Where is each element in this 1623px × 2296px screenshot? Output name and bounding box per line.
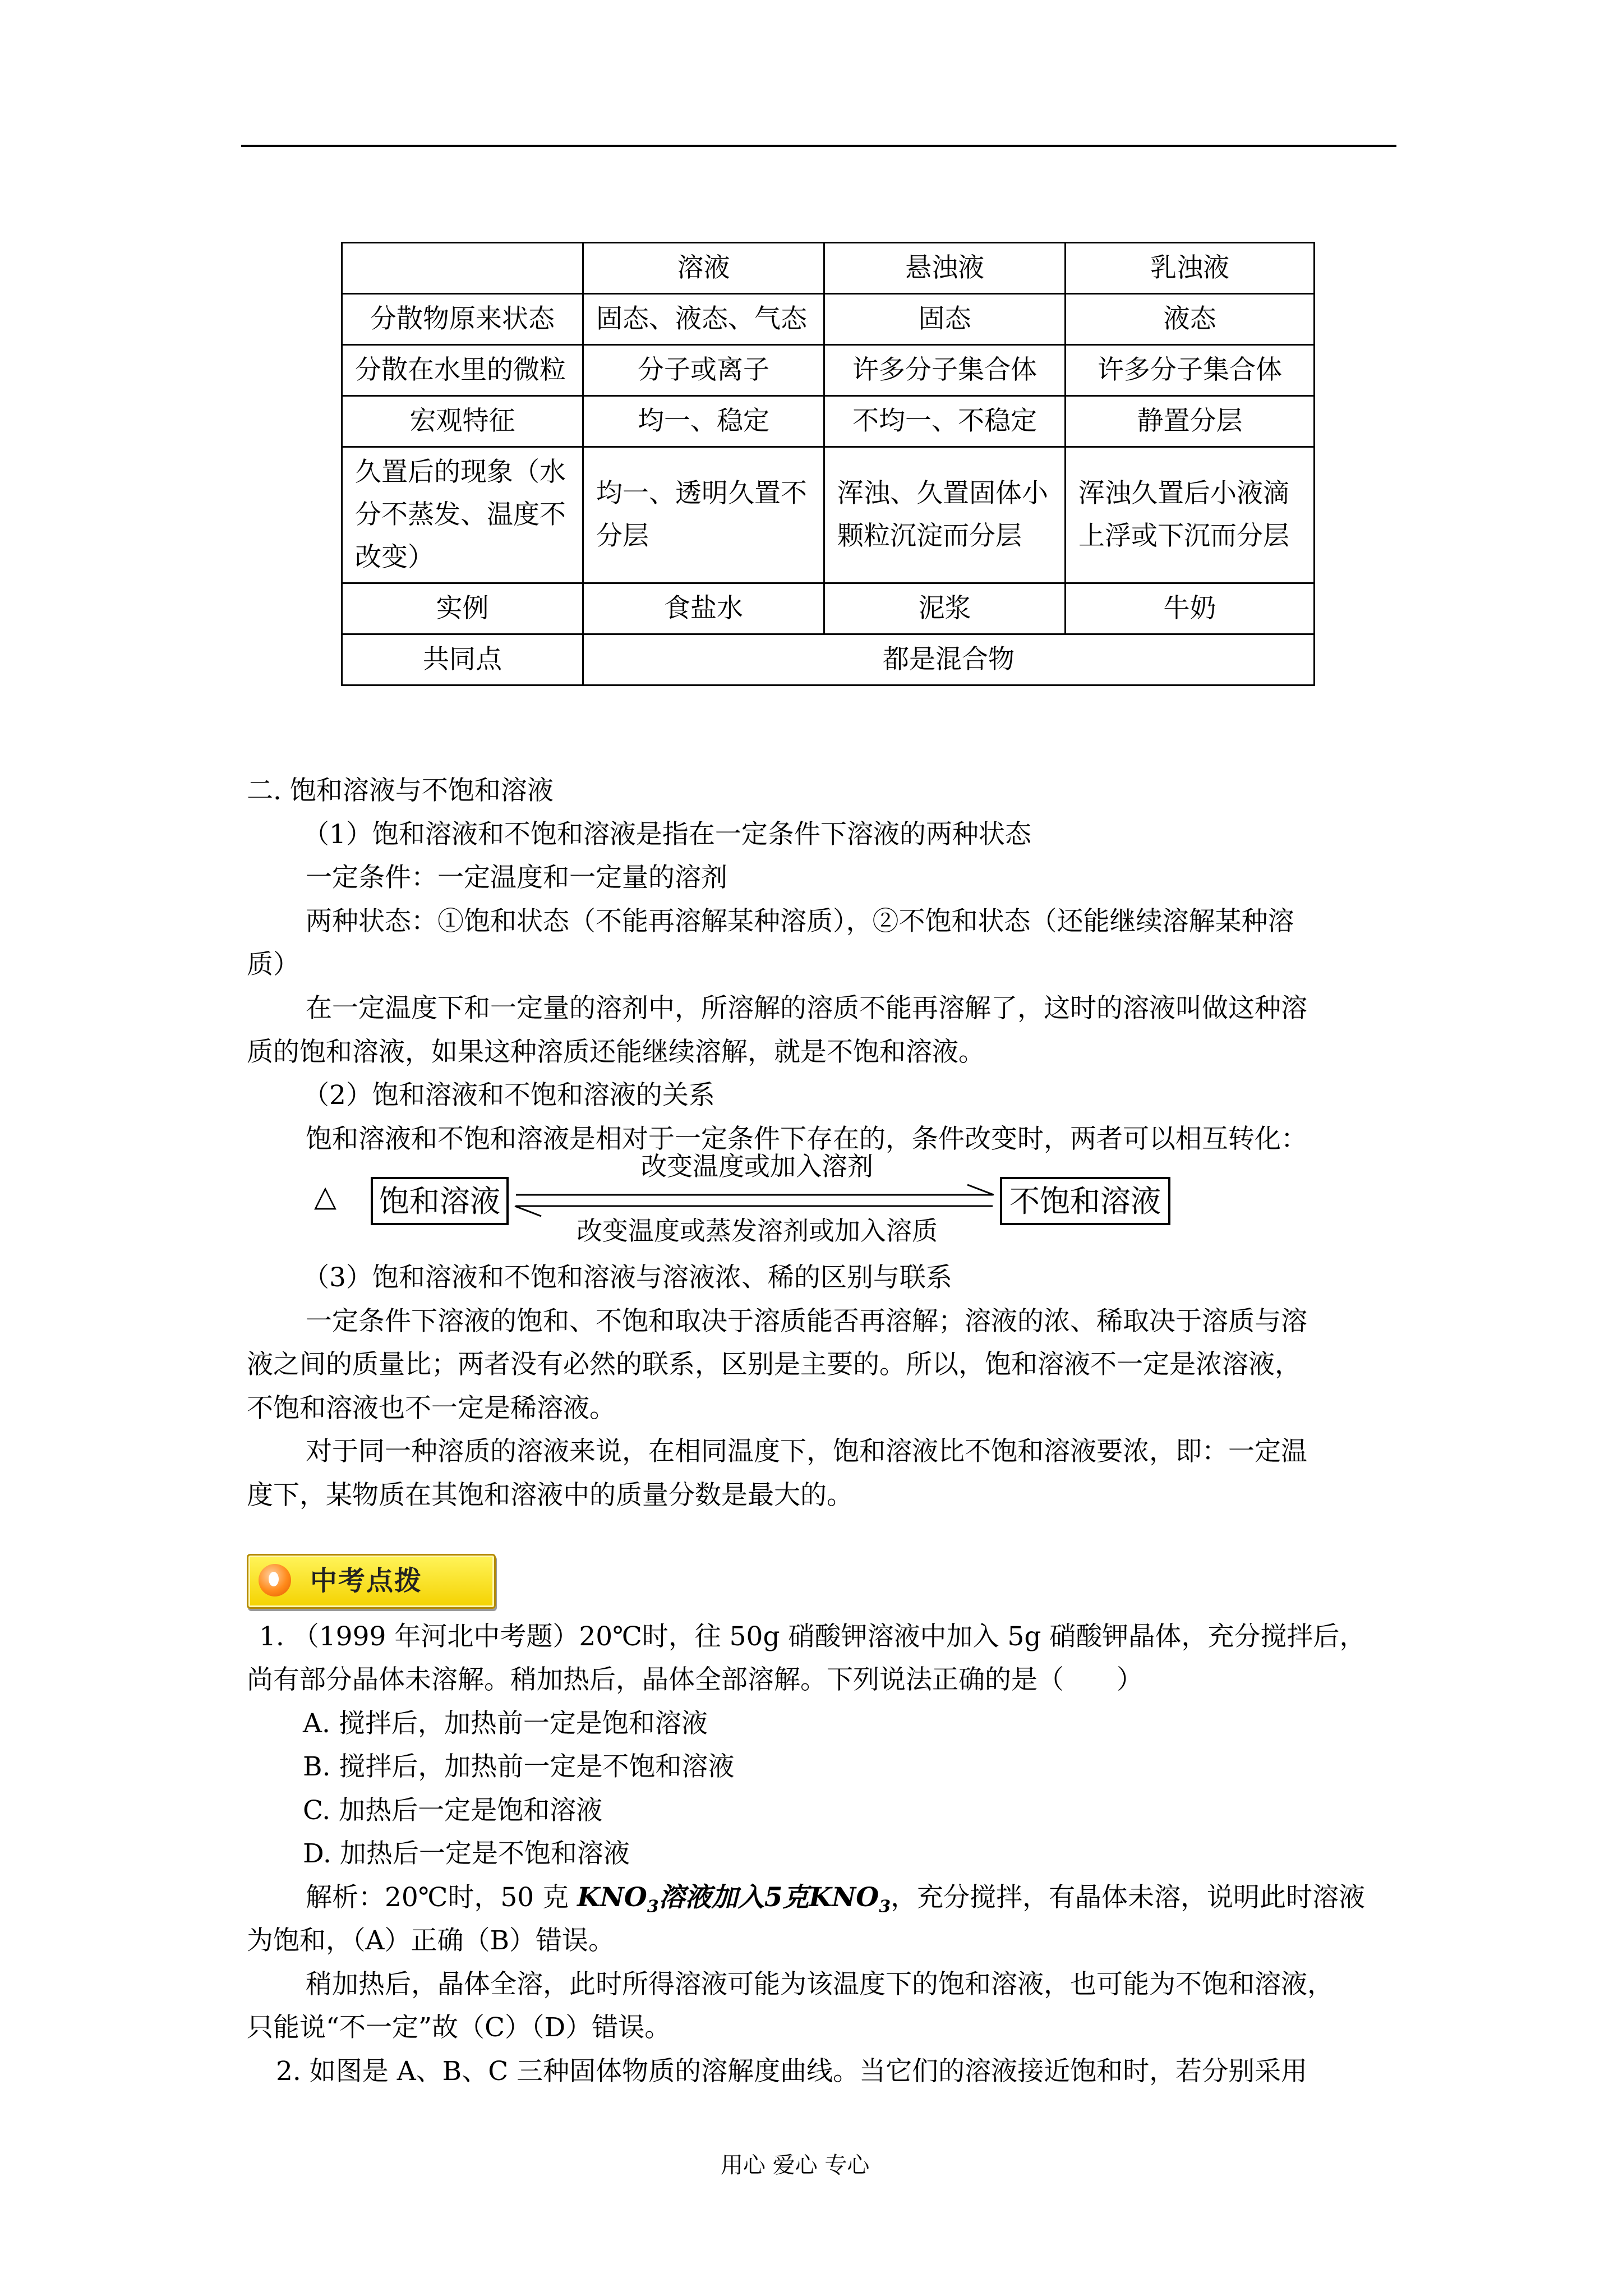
option-c: C. 加热后一定是饱和溶液: [303, 1795, 603, 1826]
header-rule: [241, 145, 1396, 147]
analysis-line: 为饱和，（A）正确（B）错误。: [247, 1925, 615, 1956]
row-label: 实例: [342, 583, 583, 634]
orange-dot-icon: [259, 1564, 291, 1596]
analysis-line: 只能说“不一定”故（C）（D）错误。: [247, 2012, 671, 2043]
forward-condition-label: 改变温度或加入溶剂: [641, 1151, 873, 1181]
table-cell: 浑浊久置后小液滴上浮或下沉而分层: [1066, 447, 1315, 583]
delta-marker: △: [314, 1180, 336, 1213]
saturated-box-label: 饱和溶液: [379, 1184, 500, 1219]
option-a: A. 搅拌后，加热前一定是饱和溶液: [303, 1708, 708, 1739]
table-cell: 浑浊、久置固体小颗粒沉淀而分层: [824, 447, 1066, 583]
paragraph: 一定条件下溶液的饱和、不饱和取决于溶质能否再溶解；溶液的浓、稀取决于溶质与溶: [306, 1306, 1307, 1337]
question-stem: 2. 如图是 A、B、C 三种固体物质的溶解度曲线。当它们的溶液接近饱和时，若分别采用: [276, 2056, 1308, 2087]
table-cell: 固态: [824, 294, 1066, 345]
table-cell: 泥浆: [824, 583, 1066, 634]
row-label: 久置后的现象（水分不蒸发、温度不改变）: [342, 447, 583, 583]
table-header-cell: [342, 243, 583, 294]
paragraph: 一定条件：一定温度和一定量的溶剂: [306, 862, 727, 893]
paragraph: 液之间的质量比；两者没有必然的联系，区别是主要的。所以，饱和溶液不一定是浓溶液，: [247, 1349, 1301, 1380]
table-cell: 食盐水: [583, 583, 824, 634]
option-b: B. 搅拌后，加热前一定是不饱和溶液: [303, 1751, 735, 1782]
table-cell: 液态: [1066, 294, 1315, 345]
table-cell: 固态、液态、气态: [583, 294, 824, 345]
table-cell: 静置分层: [1066, 396, 1315, 447]
paragraph: 在一定温度下和一定量的溶剂中，所溶解的溶质不能再溶解了，这时的溶液叫做这种溶: [306, 993, 1307, 1024]
row-label: 共同点: [342, 634, 583, 685]
row-label: 分散物原来状态: [342, 294, 583, 345]
row-label: 宏观特征: [342, 396, 583, 447]
question-stem: 尚有部分晶体未溶解。稍加热后，晶体全部溶解。下列说法正确的是（ ）: [247, 1664, 1143, 1695]
table-cell: 不均一、不稳定: [824, 396, 1066, 447]
forward-arrow-head: [967, 1185, 994, 1195]
table-cell: 牛奶: [1066, 583, 1315, 634]
paragraph: （1）饱和溶液和不饱和溶液是指在一定条件下溶液的两种状态: [303, 819, 1031, 850]
paragraph: 度下，某物质在其饱和溶液中的质量分数是最大的。: [247, 1480, 853, 1511]
table-row: [342, 294, 1315, 345]
analysis-suffix: ，充分搅拌，有晶体未溶，说明此时溶液: [891, 1882, 1366, 1913]
row-label: 分散在水里的微粒: [342, 345, 583, 396]
table-cell: 许多分子集合体: [1066, 345, 1315, 396]
analysis-line: 稍加热后，晶体全溶，此时所得溶液可能为该温度下的饱和溶液，也可能为不饱和溶液，: [306, 1969, 1334, 2000]
table-header-cell: 悬浊液: [824, 243, 1066, 294]
table-header-row: [342, 243, 1315, 294]
backward-arrow-head: [515, 1206, 541, 1216]
section-title: 二. 饱和溶液与不饱和溶液: [247, 775, 554, 806]
table-row: [342, 634, 1315, 685]
question-stem: 1. （1999 年河北中考题）20℃时，往 50g 硝酸钾溶液中加入 5g 硝酸钾晶体，充分搅拌后，: [259, 1621, 1366, 1652]
paragraph: 不饱和溶液也不一定是稀溶液。: [247, 1393, 616, 1424]
table-cell-merged: 都是混合物: [583, 634, 1315, 685]
paragraph: 饱和溶液和不饱和溶液是相对于一定条件下存在的，条件改变时，两者可以相互转化：: [306, 1124, 1307, 1154]
paragraph: 对于同一种溶质的溶液来说，在相同温度下，饱和溶液比不饱和溶液要浓，即：一定温: [306, 1436, 1307, 1467]
formula-kno3: $KNO_3$溶液加入5克$KNO_3$: [577, 1882, 891, 1917]
table-cell: 均一、透明久置不分层: [583, 447, 824, 583]
table-cell: 许多分子集合体: [824, 345, 1066, 396]
conversion-diagram: [314, 1150, 1189, 1245]
table-row: [342, 345, 1315, 396]
paragraph: （2）饱和溶液和不饱和溶液的关系: [303, 1080, 715, 1111]
paragraph: 两种状态：①饱和状态（不能再溶解某种溶质），②不饱和状态（还能继续溶解某种溶: [306, 906, 1294, 937]
table-row: [342, 447, 1315, 583]
paragraph: （3）饱和溶液和不饱和溶液与溶液浓、稀的区别与联系: [303, 1262, 952, 1293]
paragraph: 质的饱和溶液，如果这种溶质还能继续溶解，就是不饱和溶液。: [247, 1037, 985, 1068]
paragraph: 质）: [247, 949, 299, 980]
table-header-cell: 乳浊液: [1066, 243, 1315, 294]
page-footer: 用心 爱心 专心: [721, 2152, 870, 2178]
comparison-table: [341, 242, 1315, 686]
table-row: [342, 396, 1315, 447]
table-cell: 均一、稳定: [583, 396, 824, 447]
badge-label: 中考点拨: [310, 1565, 423, 1596]
option-d: D. 加热后一定是不饱和溶液: [303, 1838, 630, 1869]
table-header-cell: 溶液: [583, 243, 824, 294]
exam-tips-badge: [247, 1554, 496, 1609]
table-row: [342, 583, 1315, 634]
backward-condition-label: 改变温度或蒸发溶剂或加入溶质: [577, 1216, 938, 1245]
table-cell: 分子或离子: [583, 345, 824, 396]
analysis-prefix: 解析：20℃时，50 克: [306, 1882, 578, 1913]
unsaturated-box-label: 不饱和溶液: [1009, 1184, 1161, 1219]
